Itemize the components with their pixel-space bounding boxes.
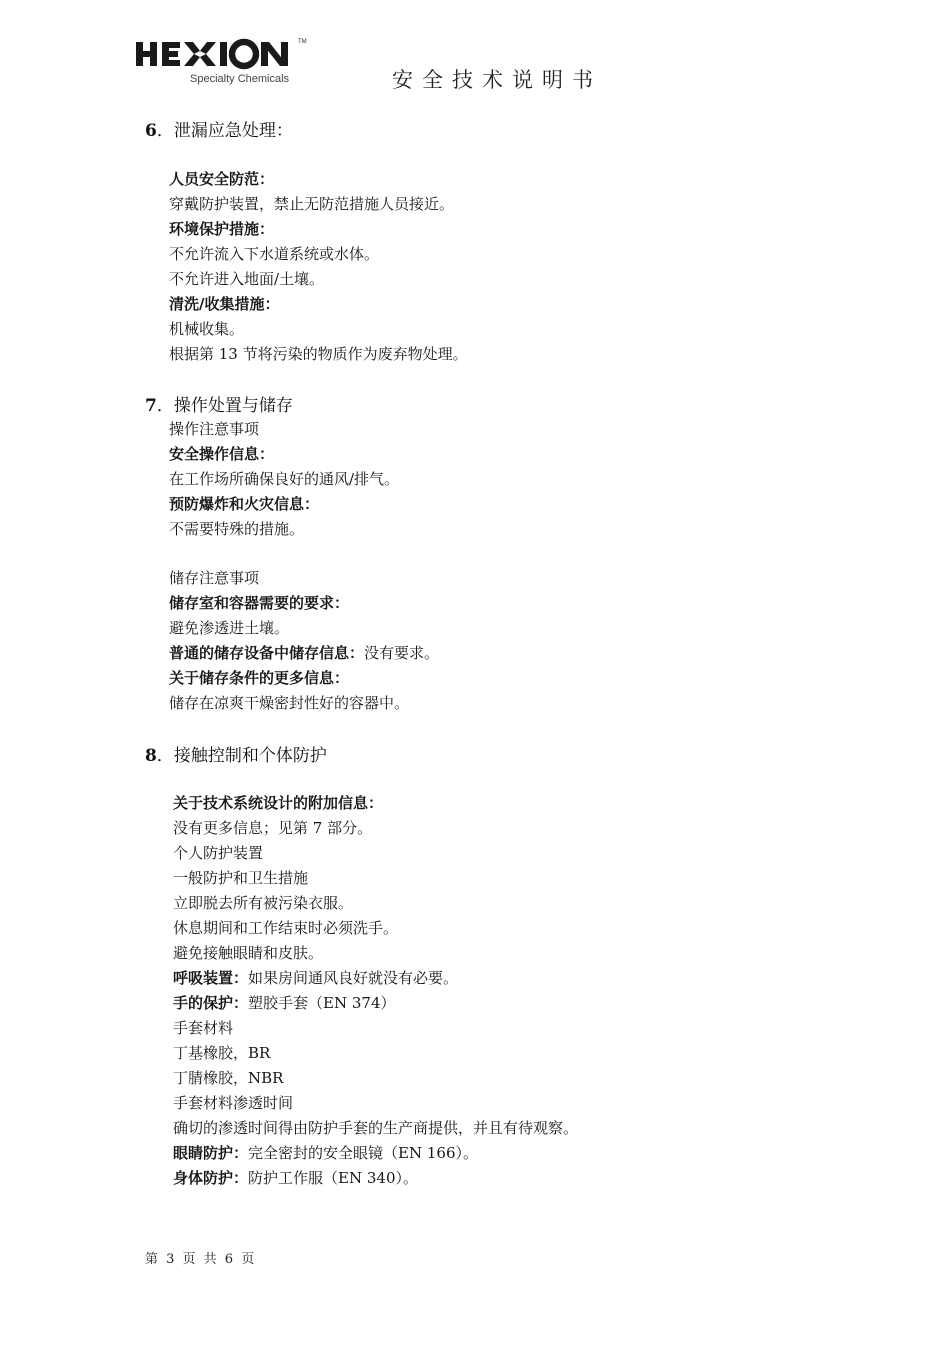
text-line	[169, 467, 399, 492]
text-line	[173, 866, 578, 891]
section-8-body	[173, 791, 578, 1191]
text-line	[173, 791, 578, 816]
field-text: 防护工作服（EN 340）。	[248, 1169, 418, 1187]
field-text: 机械收集。	[169, 320, 245, 338]
section-6-number: 6	[145, 121, 157, 141]
text-line	[169, 492, 399, 517]
text-line	[173, 1041, 578, 1066]
field-label: 关于储存条件的更多信息：	[169, 669, 350, 687]
document-title: 安全技术说明书	[392, 68, 602, 92]
text-line	[169, 192, 468, 217]
field-text: 一般防护和卫生措施	[173, 869, 309, 887]
page-number: 第 3 页 共 6 页	[145, 1252, 257, 1267]
text-line	[169, 317, 468, 342]
section-6-title: 泄漏应急处理：	[173, 121, 293, 141]
text-line	[169, 666, 439, 691]
section-8-number: 8	[145, 746, 157, 766]
section-7-storage	[169, 566, 439, 716]
text-line	[169, 217, 468, 242]
text-line	[173, 1091, 578, 1116]
logo-subtitle: Specialty Chemicals	[190, 73, 290, 85]
field-text: 休息期间和工作结束时必须洗手。	[173, 919, 399, 937]
section-7-number: 7	[145, 396, 157, 416]
company-logo	[136, 38, 316, 90]
field-label: 关于技术系统设计的附加信息：	[173, 794, 384, 812]
text-line	[173, 841, 578, 866]
field-text: 立即脱去所有被污染衣服。	[173, 894, 354, 912]
text-line	[169, 167, 468, 192]
field-text: 没有要求。	[364, 644, 440, 662]
text-line	[173, 916, 578, 941]
field-label: 人员安全防范：	[169, 170, 275, 188]
field-text: 个人防护装置	[173, 844, 264, 862]
text-line	[169, 442, 399, 467]
text-line	[169, 641, 439, 666]
text-line	[173, 816, 578, 841]
text-line	[173, 1141, 578, 1166]
section-8-heading: 8．接触控制和个体防护	[145, 746, 327, 766]
field-text: 手套材料	[173, 1019, 234, 1037]
field-label: 环境保护措施：	[169, 220, 275, 238]
text-line	[169, 242, 468, 267]
section-7-handling	[169, 417, 399, 542]
text-line	[169, 591, 439, 616]
field-text: 操作注意事项	[169, 420, 260, 438]
field-text: 完全密封的安全眼镜（EN 166）。	[248, 1144, 478, 1162]
field-text: 丁基橡胶，BR	[173, 1044, 271, 1062]
field-text: 不允许进入地面/土壤。	[169, 270, 325, 288]
text-line	[169, 517, 399, 542]
field-label: 呼吸装置：	[173, 969, 249, 987]
field-label: 身体防护：	[173, 1169, 249, 1187]
text-line	[173, 1116, 578, 1141]
text-line	[169, 267, 468, 292]
field-label: 储存室和容器需要的要求：	[169, 594, 350, 612]
text-line	[173, 941, 578, 966]
text-line	[173, 891, 578, 916]
section-7-title: 操作处置与储存	[173, 396, 293, 416]
field-text: 根据第 13 节将污染的物质作为废弃物处理。	[169, 345, 468, 363]
field-text: 不需要特殊的措施。	[169, 520, 305, 538]
field-text: 避免渗透进土壤。	[169, 619, 290, 637]
section-6-heading: 6．泄漏应急处理：	[145, 121, 293, 141]
text-line	[173, 991, 578, 1016]
field-text: 不允许流入下水道系统或水体。	[169, 245, 380, 263]
logo-tm: TM	[298, 39, 307, 45]
field-text: 丁腈橡胶，NBR	[173, 1069, 284, 1087]
field-text: 储存注意事项	[169, 569, 260, 587]
field-label: 手的保护：	[173, 994, 249, 1012]
text-line	[173, 1016, 578, 1041]
text-line	[173, 966, 578, 991]
field-text: 手套材料渗透时间	[173, 1094, 294, 1112]
text-line	[173, 1166, 578, 1191]
section-8-title: 接触控制和个体防护	[173, 746, 327, 766]
field-text: 塑胶手套（EN 374）	[248, 994, 396, 1012]
field-label: 清洗/收集措施：	[169, 295, 280, 313]
field-label: 安全操作信息：	[169, 445, 275, 463]
field-text: 在工作场所确保良好的通风/排气。	[169, 470, 400, 488]
field-text: 储存在凉爽干燥密封性好的容器中。	[169, 694, 410, 712]
text-line	[169, 616, 439, 641]
text-line	[169, 691, 439, 716]
text-line	[169, 342, 468, 367]
field-text: 确切的渗透时间得由防护手套的生产商提供，并且有待观察。	[173, 1119, 579, 1137]
section-6-body	[169, 167, 468, 367]
text-line	[169, 566, 439, 591]
field-label: 预防爆炸和火灾信息：	[169, 495, 320, 513]
field-text: 没有更多信息；见第 7 部分。	[173, 819, 373, 837]
field-text: 如果房间通风良好就没有必要。	[248, 969, 459, 987]
field-text: 穿戴防护装置，禁止无防范措施人员接近。	[169, 195, 455, 213]
field-label: 眼睛防护：	[173, 1144, 249, 1162]
field-text: 避免接触眼睛和皮肤。	[173, 944, 324, 962]
text-line	[169, 417, 399, 442]
text-line	[173, 1066, 578, 1091]
field-label: 普通的储存设备中储存信息：	[169, 644, 365, 662]
text-line	[169, 292, 468, 317]
section-7-heading: 7．操作处置与储存	[145, 396, 293, 416]
